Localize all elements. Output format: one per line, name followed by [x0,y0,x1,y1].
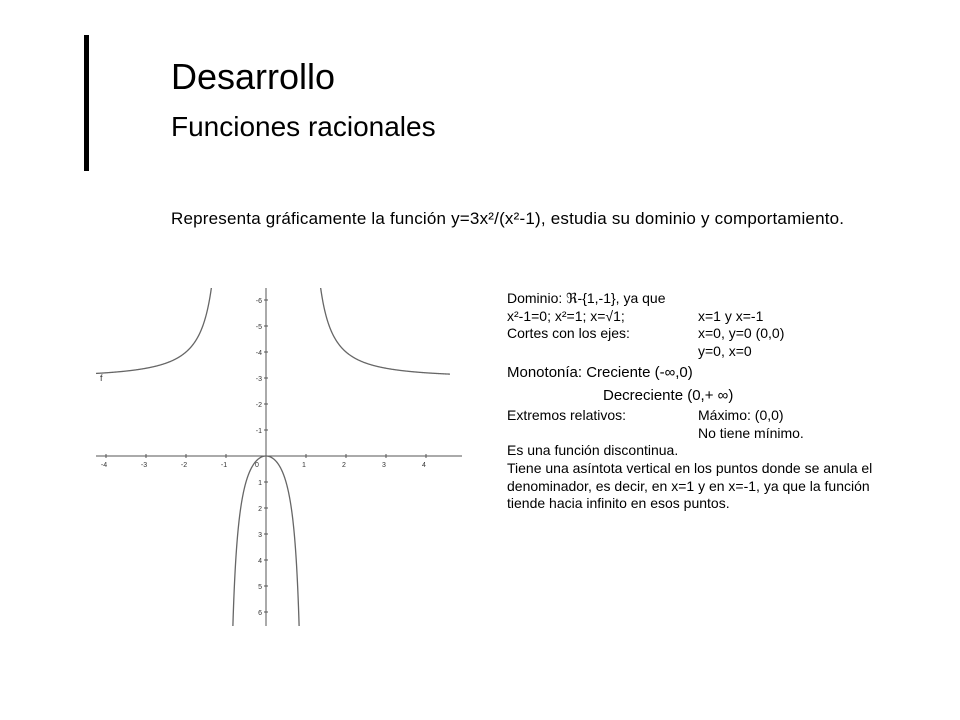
x-tick-label: -3 [140,462,148,469]
intercepts-row [507,325,907,343]
minimum-note: No tiene mínimo. [698,424,804,441]
y-tick-label: -5 [255,324,262,331]
y-tick-label: 6 [258,610,262,617]
extrema-label: Extremos relativos: [507,406,627,423]
intercepts-value-1: x=0, y=0 (0,0) [698,325,785,342]
x-tick-label: 0 [255,462,259,469]
y-tick-label: 3 [258,532,262,539]
extrema-row [507,407,907,425]
domain-roots: x=1 y x=-1 [698,307,764,324]
title-accent-bar [84,35,89,171]
y-tick-label: 1 [258,480,262,487]
monotonicity-increasing: Monotonía: Creciente (-∞,0) [507,363,693,381]
monotonicity-decreasing: Decreciente (0,+ ∞) [603,386,734,404]
domain-line: Dominio: ℜ-{1,-1}, ya que [507,290,666,306]
domain-equation: x²-1=0; x²=1; x=√1; [507,307,625,324]
y-tick-label: -3 [255,376,262,383]
maximum-value: Máximo: (0,0) [698,406,784,423]
x-tick-label: 2 [342,462,346,469]
y-tick-label: -4 [255,350,262,357]
intercepts-label: Cortes con los ejes: [507,325,630,342]
curve-left-branch [96,288,213,374]
domain-equation-row [507,308,907,326]
function-graph [96,288,462,626]
y-tick-label: 2 [258,506,262,513]
x-tick-label: 1 [302,462,306,469]
y-tick-label: 5 [258,584,262,591]
y-tick-label: -1 [255,428,262,435]
function-label: f [100,373,103,383]
discontinuity-note: Es una función discontinua. [507,442,679,459]
y-tick-label: 4 [258,558,262,565]
curve-right-branch [319,288,450,374]
asymptote-note: Tiene una asíntota vertical en los puntos donde se anula el denominador, es decir, en x=1 y en x=-1, ya que la función tiende hacia infinito en esos puntos. [507,459,873,512]
analysis-notes [507,290,907,513]
slide-subtitle: Funciones racionales [171,111,436,142]
slide-title: Desarrollo [171,56,336,97]
intercepts-value-2: y=0, x=0 [698,343,752,360]
y-tick-label: -6 [255,298,262,305]
y-tick-label: -2 [255,402,262,409]
x-tick-label: 3 [382,462,386,469]
problem-statement: Representa gráficamente la función y=3x²/(x²-1), estudia su dominio y comportamiento. [171,209,845,228]
x-tick-label: -4 [100,462,108,469]
x-tick-label: -2 [180,462,188,469]
x-tick-label: -1 [220,462,228,469]
x-tick-label: 4 [422,462,426,469]
